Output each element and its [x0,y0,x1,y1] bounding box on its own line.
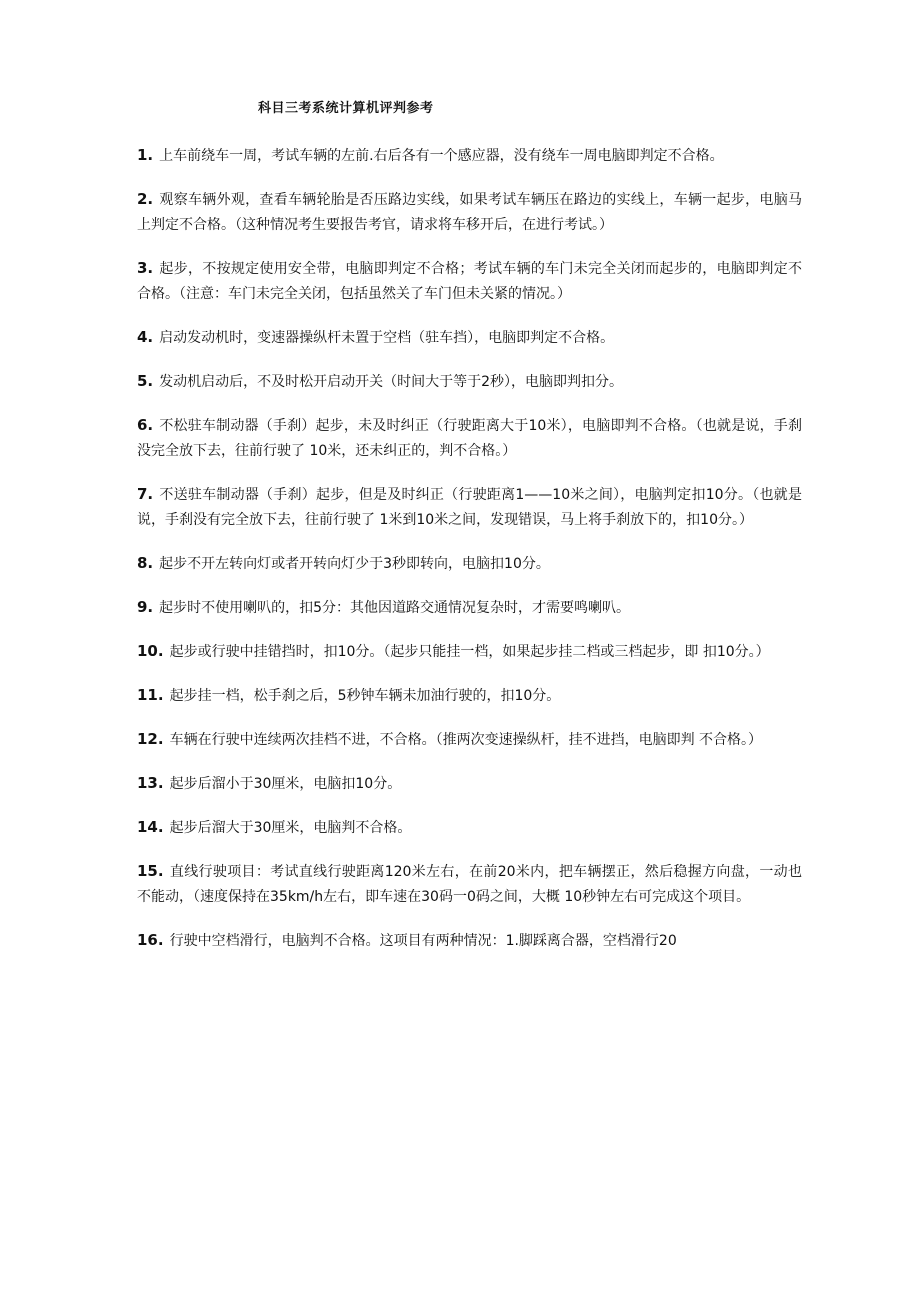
document-title: 科目三考系统计算机评判参考 [258,101,434,116]
rule-item [137,187,802,238]
rule-text: 发动机启动后，不及时松开启动开关（时间大于等于2秒），电脑即判扣分。 [159,374,624,390]
rule-item [137,143,802,169]
rule-text: 起步后溜小于30厘米，电脑扣10分。 [169,776,402,792]
rule-number: 2. [137,190,154,208]
rule-number: 10. [137,642,164,660]
rule-text: 启动发动机时，变速器操纵杆未置于空档（驻车挡），电脑即判定不合格。 [159,330,615,346]
rule-text: 起步挂一档，松手刹之后，5秒钟车辆未加油行驶的，扣10分。 [169,688,561,704]
rule-item [137,928,802,954]
rule-text: 行驶中空档滑行，电脑判不合格。这项目有两种情况：1.脚踩离合器，空档滑行20 [169,933,677,949]
rule-number: 14. [137,818,164,836]
rule-number: 7. [137,485,154,503]
rule-text: 观察车辆外观，查看车辆轮胎是否压路边实线，如果考试车辆压在路边的实线上，车辆一起步，电脑马上判定不合格。（这种情况考生要报告考官，请求将车移开后，在进行考试。） [137,192,802,233]
rule-number: 16. [137,931,164,949]
rule-text: 不松驻车制动器（手刹）起步，未及时纠正（行驶距离大于10米），电脑即判不合格。（也就是说，手刹没完全放下去，往前行驶了 10米，还未纠正的，判不合格。） [137,418,802,459]
rule-text: 起步时不使用喇叭的，扣5分：其他因道路交通情况复杂时，才需要鸣喇叭。 [159,600,631,616]
rule-number: 8. [137,554,154,572]
rule-item [137,325,802,351]
rule-list [137,143,802,972]
rule-number: 12. [137,730,164,748]
rule-number: 1. [137,146,154,164]
rule-number: 9. [137,598,154,616]
rule-item [137,683,802,709]
rule-text: 不送驻车制动器（手刹）起步，但是及时纠正（行驶距离1——10米之间），电脑判定扣10分。（也就是说，手刹没有完全放下去，往前行驶了 1米到10米之间，发现错误，马上将手刹放下的，扣10分。） [137,487,802,528]
rule-text: 起步或行驶中挂错挡时，扣10分。（起步只能挂一档，如果起步挂二档或三档起步，即 扣10分。） [169,644,770,660]
rule-number: 11. [137,686,164,704]
rule-number: 5. [137,372,154,390]
rule-text: 上车前绕车一周，考试车辆的左前.右后各有一个感应器，没有绕车一周电脑即判定不合格。 [159,148,724,164]
rule-item [137,595,802,621]
rule-text: 起步不开左转向灯或者开转向灯少于3秒即转向，电脑扣10分。 [159,556,550,572]
rule-number: 4. [137,328,154,346]
rule-item [137,815,802,841]
rule-item [137,639,802,665]
rule-text: 直线行驶项目：考试直线行驶距离120米左右，在前20米内，把车辆摆正，然后稳握方向盘，一动也不能动，（速度保持在35km/h左右，即车速在30码一0码之间，大概 10秒钟左右可完成这个项目。 [137,864,802,905]
rule-number: 6. [137,416,154,434]
rule-text: 起步，不按规定使用安全带，电脑即判定不合格；考试车辆的车门未完全关闭而起步的，电脑即判定不合格。（注意：车门未完全关闭，包括虽然关了车门但未关紧的情况。） [137,261,802,302]
rule-text: 起步后溜大于30厘米，电脑判不合格。 [169,820,412,836]
rule-number: 13. [137,774,164,792]
rule-text: 车辆在行驶中连续两次挂档不进，不合格。（推两次变速操纵杆，挂不进挡，电脑即判 不合格。） [169,732,763,748]
rule-item [137,413,802,464]
rule-item [137,771,802,797]
rule-number: 3. [137,259,154,277]
rule-item [137,727,802,753]
rule-number: 15. [137,862,164,880]
rule-item [137,482,802,533]
rule-item [137,369,802,395]
rule-item [137,859,802,910]
rule-item [137,256,802,307]
rule-item [137,551,802,577]
